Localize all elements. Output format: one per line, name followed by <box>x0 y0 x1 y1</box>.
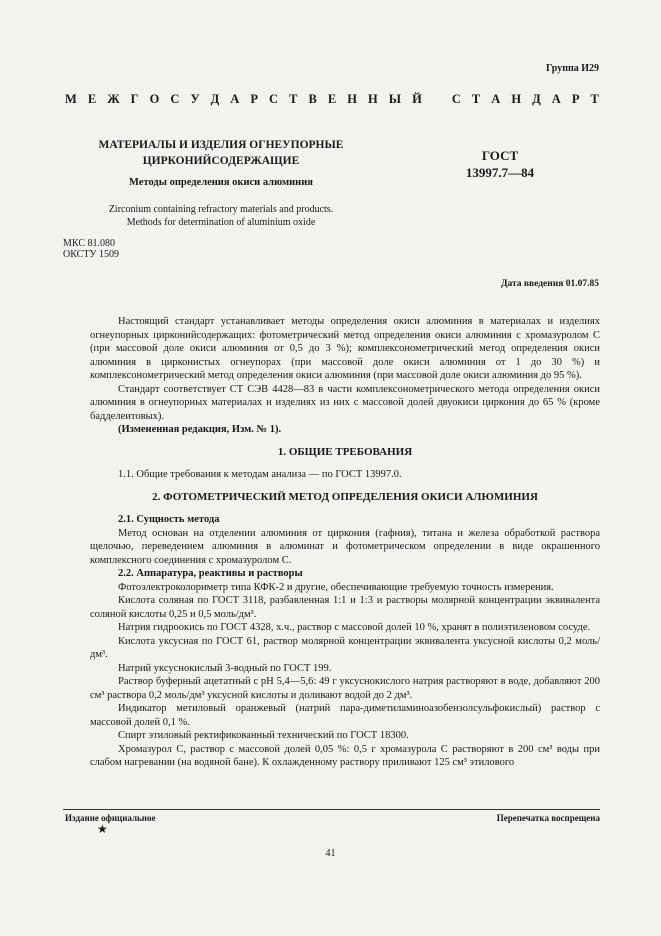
banner-letter: Ж <box>107 92 120 106</box>
section-1-1: 1.1. Общие требования к методам анализа — по ГОСТ 13997.0. <box>118 469 402 480</box>
title-line-2: ЦИРКОНИЙСОДЕРЖАЩИЕ <box>142 155 300 167</box>
banner-letter: Т <box>289 92 298 106</box>
reagent-item: Спирт этиловый ректификованный технический по ГОСТ 18300. <box>118 730 409 741</box>
reagent-item: Натрия гидроокись по ГОСТ 4328, х.ч., раствор с массовой долей 10 %, хранят в полиэтиленовом сосуде. <box>118 622 591 633</box>
banner-letter: Н <box>347 92 357 106</box>
banner-letter: О <box>149 92 160 106</box>
banner-letter: Н <box>367 92 378 106</box>
group-code: Группа И29 <box>546 63 599 74</box>
classification-codes <box>63 238 119 260</box>
intro-paragraph-2: Стандарт соответствует СТ СЭВ 4428—83 в части комплексонометрического метода определения окиси алюминия в огнеупорных материалах и изделиях из них с массовой долей двуокиси циркония до 65 % (кроме бадделеитовых). <box>90 383 600 422</box>
reagent-item: Раствор буферный ацетатный с рН 5,4—5,6: 49 г уксуснокислого натрия растворяют в воде, добавляют 200 см³ раствора 0,2 моль/дм³ уксусной кислоты и доливают водой до 2 дм³. <box>90 676 600 701</box>
reagent-item: Кислота уксусная по ГОСТ 61, раствор молярной концентрации эквивалента уксусной кислоты 0,2 моль/дм³. <box>90 635 600 660</box>
banner-letter: А <box>491 92 501 106</box>
banner-letter: С <box>269 92 279 106</box>
mks-code: МКС 81.080 <box>63 238 115 249</box>
banner-letter: С <box>451 92 461 106</box>
intro-paragraph-1: Настоящий стандарт устанавливает методы определения окиси алюминия в материалах и изделиях огнеупорных цирконийсодержащих: фотометрический метод определения окиси алюминия с хромазуролом С (при массовой доле окиси алюминия от 0,5 до 3 %); комплексонометрический метод определения окиси алюминия в цирконистых огнеупорах (при массовой доле окиси алюминия от 1 до 30 %) и комплексонометрический метод определения окиси алюминия (при массовой доле окиси алюминия до 95 %). <box>90 316 600 381</box>
gost-number: 13997.7—84 <box>465 165 535 180</box>
subsection-2-1-text: Метод основан на отделении алюминия от циркония (гафния), титана и железа обработкой раствора щелочью, переведением алюминия в алюминат и фотометрическом определении в виде окрашенного комплексного соединения с хромазуролом С. <box>90 527 600 566</box>
subsection-2-2-heading: 2.2. Аппаратура, реактивы и растворы <box>118 568 303 579</box>
section-2-heading: 2. ФОТОМЕТРИЧЕСКИЙ МЕТОД ОПРЕДЕЛЕНИЯ ОКИСИ АЛЮМИНИЯ <box>152 490 538 503</box>
gost-label: ГОСТ <box>481 148 519 163</box>
document-title <box>82 137 360 169</box>
official-edition-label: Издание официальное <box>65 813 156 823</box>
banner-letter: Д <box>210 92 220 106</box>
reprint-prohibited-label: Перепечатка воспрещена <box>496 813 600 823</box>
english-title <box>82 203 360 229</box>
page-number: 41 <box>325 848 336 859</box>
subsection-2-1-heading: 2.1. Сущность метода <box>118 514 220 525</box>
banner-letter: В <box>308 92 317 106</box>
banner-letter: Е <box>327 92 337 106</box>
reagent-item: Натрий уксуснокислый 3-водный по ГОСТ 199. <box>118 662 332 674</box>
banner-letter: М <box>65 92 77 106</box>
effective-date: Дата введения 01.07.85 <box>500 279 599 289</box>
banner-letter: Р <box>571 92 580 106</box>
banner-letter: Е <box>87 92 97 106</box>
gost-designation <box>450 147 550 181</box>
banner-letter: Д <box>532 92 541 106</box>
banner-letter: Г <box>130 92 139 106</box>
footer-divider <box>63 809 600 810</box>
banner-letter: У <box>190 92 200 106</box>
star-icon: ★ <box>97 822 108 836</box>
reagent-item: Фотоэлектроколориметр типа КФК-2 и другие, обеспечивающие требуемую точность измерения. <box>118 581 554 593</box>
banner-letter: А <box>230 92 240 106</box>
reagent-item: Индикатор метиловый оранжевый (натрий пара-диметиламиноазобензолсульфокислый) раствор с массовой долей 0,1 %. <box>90 703 600 728</box>
okstu-code: ОКСТУ 1509 <box>63 249 120 260</box>
banner-letter: Й <box>412 92 422 106</box>
reagent-item: Кислота соляная по ГОСТ 3118, разбавленная 1:1 и 1:3 и растворы молярной концентрации эквивалента соляной кислоты 0,25 и 0,5 моль/дм³. <box>90 595 600 620</box>
section-1-heading: 1. ОБЩИЕ ТРЕБОВАНИЯ <box>277 445 413 458</box>
reagent-item: Хромазурол С, раствор с массовой долей 0,05 %: 0,5 г хромазурола С растворяют в 200 см³ воды при слабом нагревании (на водяной бане). К охлажденному раствору приливают 125 см³ этилового <box>90 743 600 768</box>
banner-letter: Ы <box>388 92 402 106</box>
amendment-note: (Измененная редакция, Изм. № 1). <box>118 424 282 435</box>
banner-letter: Т <box>471 92 481 106</box>
banner-letter: А <box>551 92 561 106</box>
banner-letter: С <box>170 92 180 106</box>
document-subtitle: Методы определения окиси алюминия <box>129 177 313 188</box>
banner-letter: Н <box>511 92 522 106</box>
title-line-1: МАТЕРИАЛЫ И ИЗДЕЛИЯ ОГНЕУПОРНЫЕ <box>98 139 344 151</box>
banner-letter: Р <box>250 92 258 106</box>
document-body <box>90 315 600 770</box>
english-title-line-2: Methods for determination of aluminium oxide <box>126 217 316 228</box>
english-title-line-1: Zirconium containing refractory materials and products. <box>108 204 334 215</box>
banner-letter: Т <box>590 92 599 106</box>
standard-banner <box>65 92 599 107</box>
